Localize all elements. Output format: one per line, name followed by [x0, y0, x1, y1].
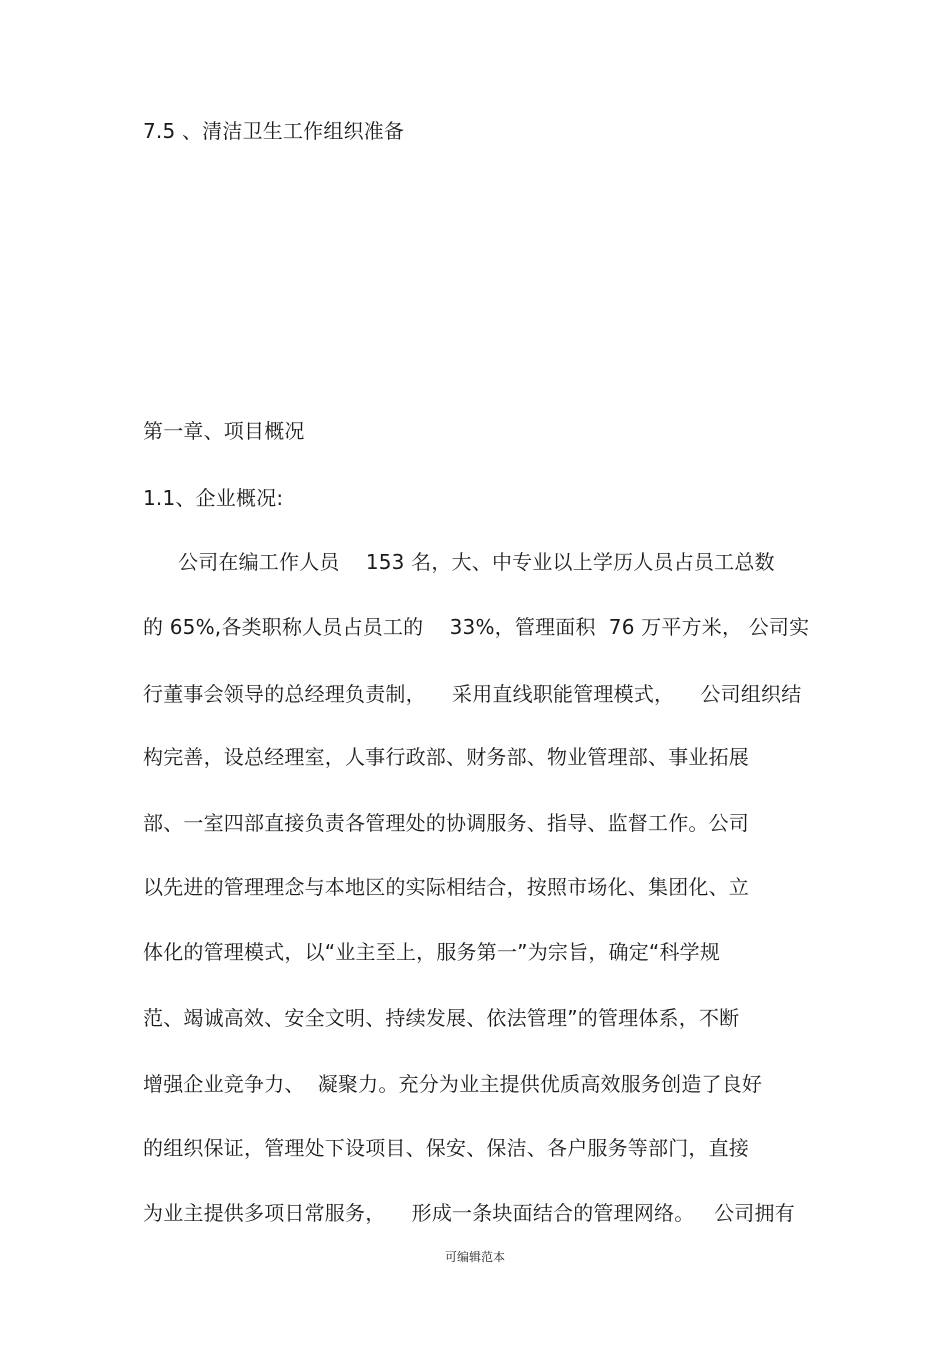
body-line: 以先进的管理理念与本地区的实际相结合，按照市场化、集团化、立	[143, 875, 749, 899]
page-footer: 可编辑范本	[444, 1250, 505, 1264]
body-line: 公司在编工作人员 153 名，大、中专业以上学历人员占员工总数	[178, 550, 775, 574]
body-line: 的组织保证，管理处下设项目、保安、保洁、各户服务等部门，直接	[143, 1136, 749, 1160]
subsection-heading: 1.1、企业概况:	[143, 486, 284, 510]
body-line: 范、竭诚高效、安全文明、持续发展、依法管理”的管理体系，不断	[143, 1006, 740, 1030]
body-line: 行董事会领导的总经理负责制， 采用直线职能管理模式， 公司组织结	[143, 682, 802, 706]
body-line: 为业主提供多项日常服务， 形成一条块面结合的管理网络。 公司拥有	[143, 1201, 795, 1225]
section-heading: 7.5 、清洁卫生工作组织准备	[143, 119, 405, 143]
body-line: 部、一室四部直接负责各管理处的协调服务、指导、监督工作。公司	[143, 811, 749, 835]
body-line: 增强企业竞争力、 凝聚力。充分为业主提供优质高效服务创造了良好	[143, 1072, 763, 1096]
body-line: 的 65%,各类职称人员占员工的 33%，管理面积 76 万平方米， 公司实	[143, 615, 810, 639]
body-line: 构完善，设总经理室，人事行政部、财务部、物业管理部、事业拓展	[143, 745, 749, 769]
body-line: 体化的管理模式，以“业主至上，服务第一”为宗旨，确定“科学规	[143, 940, 721, 964]
chapter-heading: 第一章、项目概况	[143, 419, 305, 443]
